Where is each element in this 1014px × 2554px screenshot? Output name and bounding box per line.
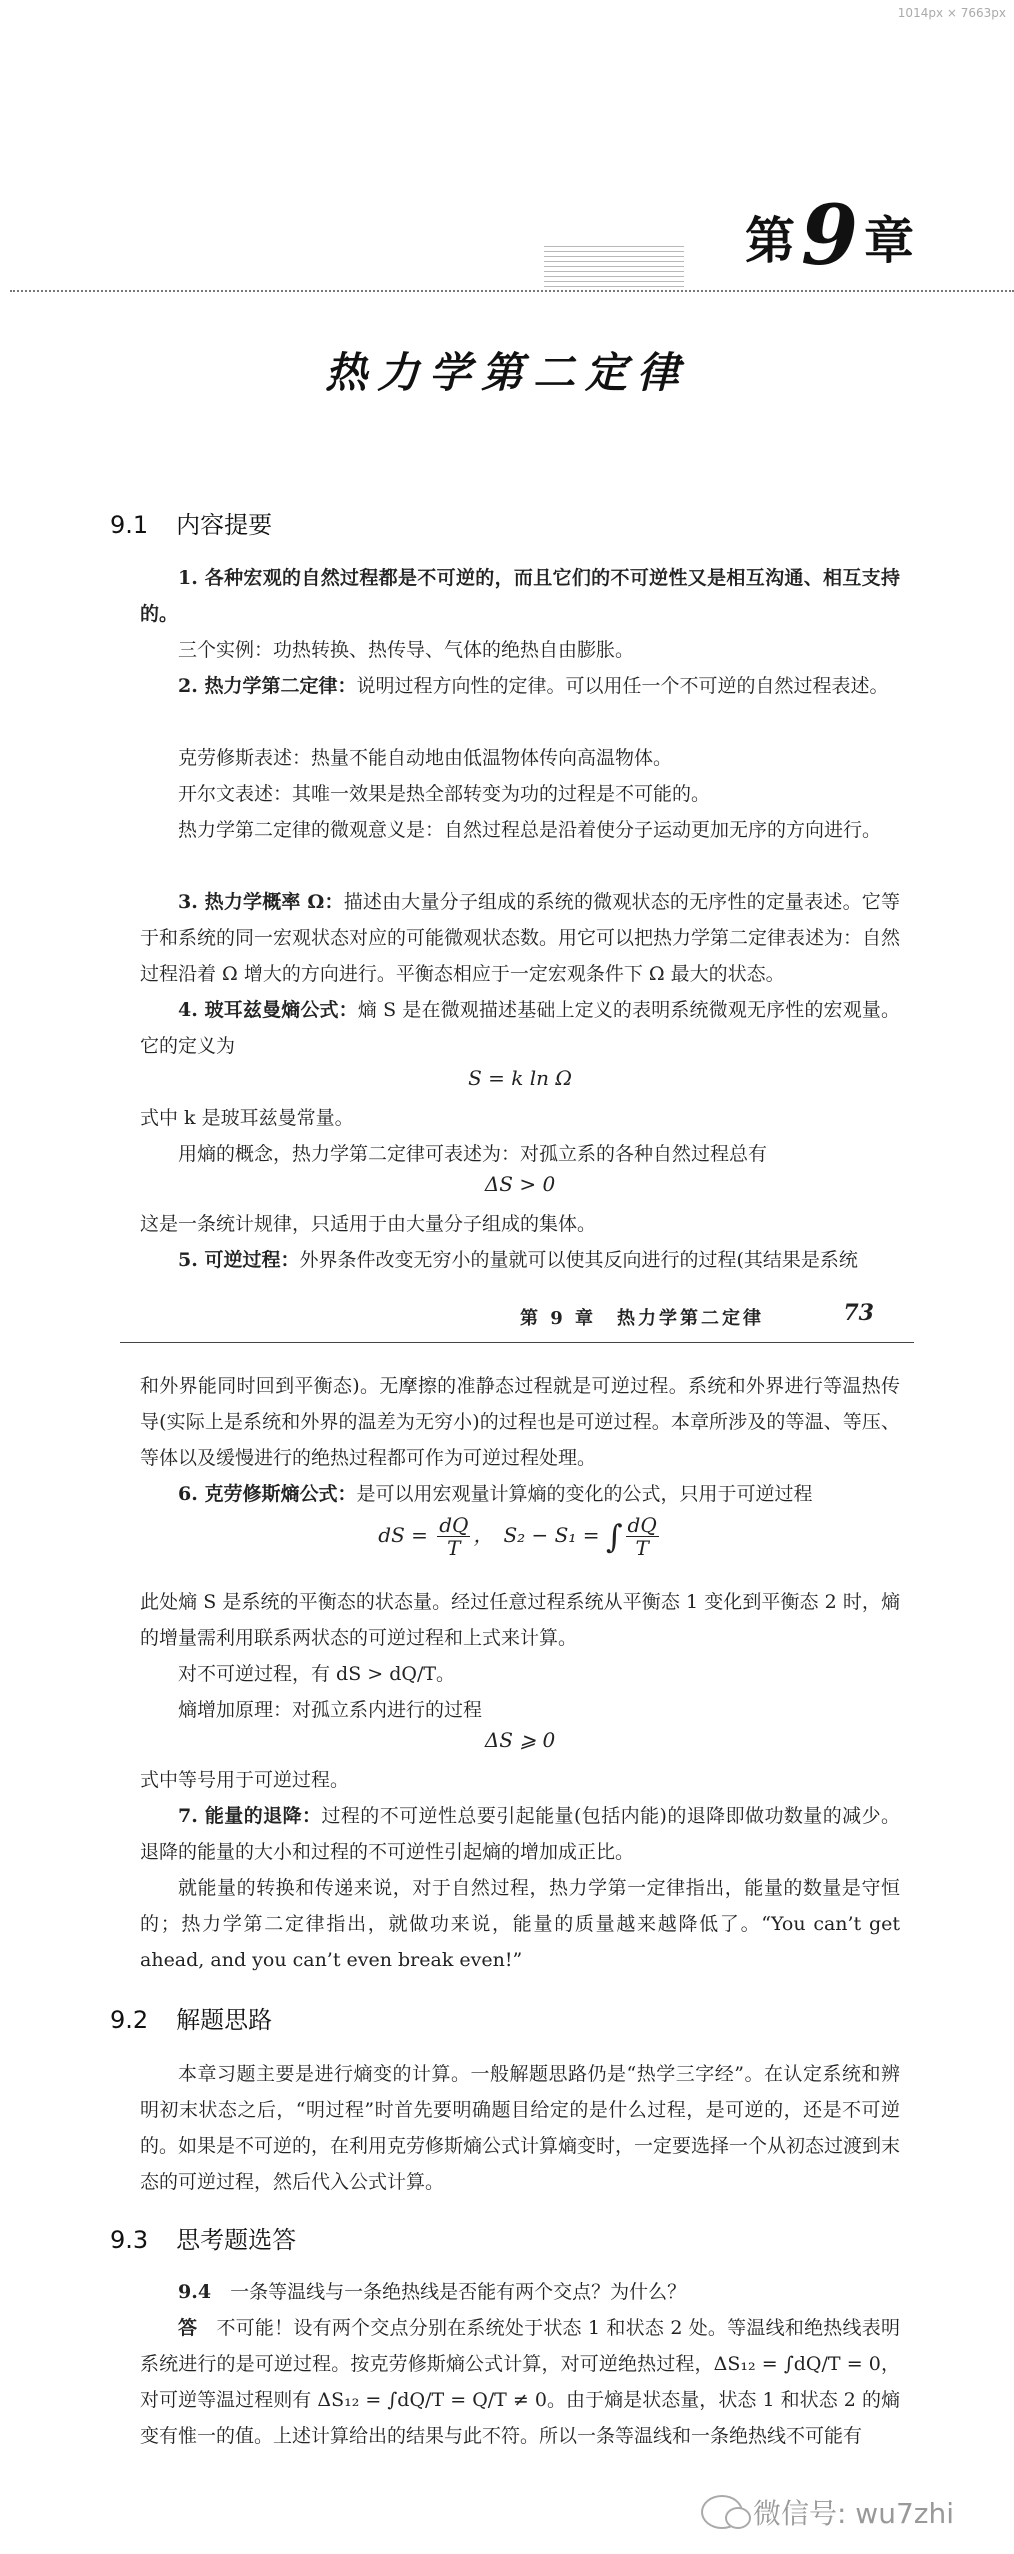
item-2: 2. 热力学第二定律：说明过程方向性的定律。可以用任一个不可逆的自然过程表述。 <box>178 675 889 697</box>
integral-sign: ∫ <box>605 1517 623 1556</box>
micro-meaning: 热力学第二定律的微观意义是：自然过程总是沿着使分子运动更加无序的方向进行。 <box>178 819 882 841</box>
item-7: 7. 能量的退降：过程的不可逆性总要引起能量(包括内能)的退降即做功数量的减少。退降的能量的大小和过程的不可逆性引起熵的增加成正比。 <box>140 1805 901 1863</box>
question-9-4: 9.4 一条等温线与一条绝热线是否能有两个交点？为什么？ <box>178 2281 687 2303</box>
chapter-title: 热力学第二定律 <box>324 348 689 397</box>
kelvin-statement: 开尔文表述：其唯一效果是热全部转变为功的过程是不可能的。 <box>178 783 711 805</box>
item-5: 5. 可逆过程：外界条件改变无穷小的量就可以使其反向进行的过程(其结果是系统 <box>178 1249 858 1271</box>
section-number: 9.3 <box>110 2226 149 2254</box>
entropy-increase-formula: ΔS > 0 <box>484 1172 556 1196</box>
chapter-suffix: 章 <box>864 210 914 270</box>
examples: 三个实例：功热转换、热传导、气体的绝热自由膨胀。 <box>178 639 635 661</box>
section-number: 9.1 <box>110 511 149 539</box>
entropy-principle: 熵增加原理：对孤立系内进行的过程 <box>178 1699 483 1721</box>
solution-approach: 本章习题主要是进行熵变的计算。一般解题思路仍是“热学三字经”。在认定系统和辨明初末状态之后，“明过程”时首先要明确题目给定的是什么过程，是可逆的，还是不可逆的。如果是不可逆的，在利用克劳修斯熵公式计算熵变时，一定要选择一个从初态过渡到末态的可逆过程，然后代入公式计算。 <box>140 2063 901 2193</box>
k-definition: 式中 k 是玻耳兹曼常量。 <box>140 1107 354 1129</box>
clausius-statement: 克劳修斯表述：热量不能自动地由低温物体传向高温物体。 <box>178 747 673 769</box>
chapter-number: 9 <box>800 188 858 284</box>
entropy-statement: 用熵的概念，热力学第二定律可表述为：对孤立系的各种自然过程总有 <box>178 1143 768 1165</box>
page-1 <box>0 0 1014 1271</box>
header-rule <box>120 1342 914 1343</box>
fraction-dq-t-2: $\frac{dQ}{T}$ <box>627 1513 657 1560</box>
statistical-law: 这是一条统计规律，只适用于由大量分子组成的集体。 <box>140 1213 597 1235</box>
section-heading-9-1 <box>110 505 272 540</box>
state-quantity: 此处熵 S 是系统的平衡态的状态量。经过任意过程系统从平衡态 1 变化到平衡态 2 时，熵的增量需利用联系两状态的可逆过程和上式来计算。 <box>140 1591 900 1649</box>
wechat-icon <box>701 2495 743 2529</box>
page-number: 73 <box>843 1300 874 1326</box>
section-title: 内容提要 <box>176 511 273 539</box>
dimensions-label: 1014px × 7663px <box>897 6 1006 20</box>
chapter-decoration <box>544 245 684 287</box>
watermark: 微信号: wu7zhi <box>701 2492 954 2532</box>
energy-quality: 就能量的转换和传递来说，对于自然过程，热力学第一定律指出，能量的数量是守恒的；热力学第二定律指出，就做功来说，能量的质量越来越降低了。“You can’t get ahead, and you can’t even break even!” <box>140 1877 900 1971</box>
item-6: 6. 克劳修斯熵公式：是可以用宏观量计算熵的变化的公式，只用于可逆过程 <box>178 1483 813 1505</box>
boltzmann-formula: S = k ln Ω <box>468 1066 572 1090</box>
irreversible-inequality: 对不可逆过程，有 dS > dQ/T。 <box>178 1663 456 1685</box>
section-heading-9-2 <box>110 2000 272 2035</box>
clausius-formula: dS = $\frac{dQ}{T}$ ， S₂ − S₁ = ∫ $\frac{dQ}{T}$ <box>378 1513 657 1560</box>
item-4: 4. 玻耳兹曼熵公式：熵 S 是在微观描述基础上定义的表明系统微观无序性的宏观量。它的定义为 <box>140 999 900 1057</box>
item-1: 1. 各种宏观的自然过程都是不可逆的，而且它们的不可逆性又是相互沟通、相互支持的。 <box>140 567 900 625</box>
equality-note: 式中等号用于可逆过程。 <box>140 1769 350 1791</box>
section-heading-9-3 <box>110 2220 296 2255</box>
chapter-divider <box>10 290 1014 292</box>
reversible-cont: 和外界能同时回到平衡态)。无摩擦的准静态过程就是可逆过程。系统和外界进行等温热传导(实际上是系统和外界的温差为无穷小)的过程也是可逆过程。本章所涉及的等温、等压、等体以及缓慢进行的绝热过程都可作为可逆过程处理。 <box>140 1375 900 1469</box>
entropy-principle-formula: ΔS ⩾ 0 <box>484 1728 556 1752</box>
chapter-mark <box>744 188 914 284</box>
running-head: 第 9 章 热力学第二定律 <box>520 1308 765 1329</box>
section-number: 9.2 <box>110 2006 149 2034</box>
page-2 <box>0 1290 1014 2554</box>
answer-9-4: 答 不可能！设有两个交点分别在系统处于状态 1 和状态 2 处。等温线和绝热线表明系统进行的是可逆过程。按克劳修斯熵公式计算，对可逆绝热过程，ΔS₁₂ = ∫dQ/T = 0，对可逆等温过程则有 ΔS₁₂ = ∫dQ/T = Q/T ≠ 0。由于熵是状态量，状态 1 和状态 2 的熵变有惟一的值。上述计算给出的结果与此不符。所以一条等温线和一条绝热线不可能有 <box>140 2317 900 2447</box>
chapter-prefix: 第 <box>744 210 795 270</box>
fraction-dq-t: $\frac{dQ}{T}$ <box>439 1513 469 1560</box>
section-title: 解题思路 <box>176 2006 273 2034</box>
item-3: 3. 热力学概率 Ω：描述由大量分子组成的系统的微观状态的无序性的定量表述。它等于和系统的同一宏观状态对应的可能微观状态数。用它可以把热力学第二定律表述为：自然过程沿着 Ω 增大的方向进行。平衡态相应于一定宏观条件下 Ω 最大的状态。 <box>140 891 901 985</box>
section-title: 思考题选答 <box>176 2226 297 2254</box>
